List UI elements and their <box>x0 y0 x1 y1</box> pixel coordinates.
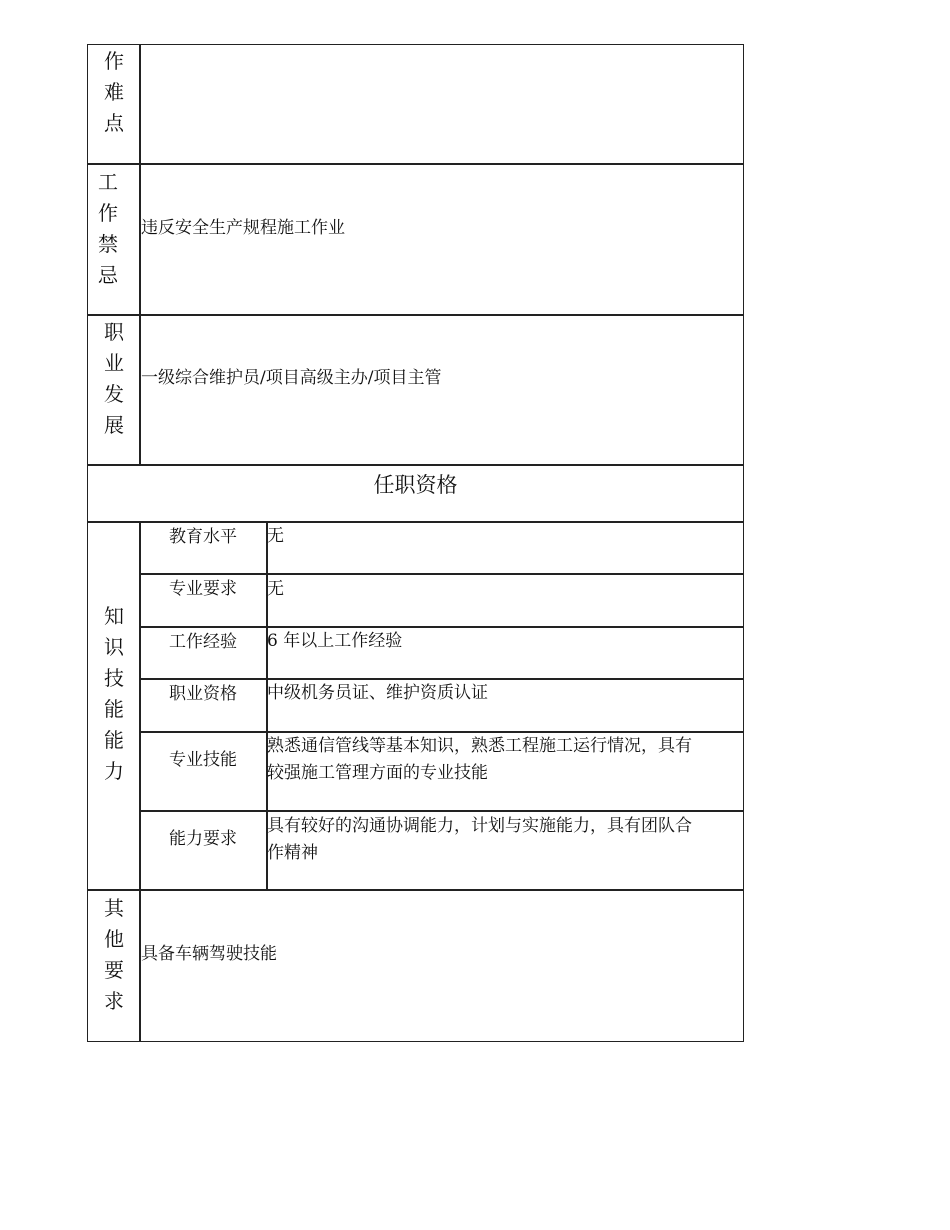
certification-value: 中级机务员证、维护资质认证 <box>267 683 488 703</box>
sub-row-divider <box>139 626 744 628</box>
row-divider <box>87 314 744 316</box>
major-value: 无 <box>267 579 284 599</box>
row-divider <box>87 521 744 523</box>
education-value: 无 <box>267 526 284 546</box>
education-label: 教育水平 <box>169 527 237 547</box>
experience-label: 工作经验 <box>169 632 237 652</box>
difficulty-label: 作 难 点 <box>104 49 124 135</box>
row-divider <box>87 464 744 466</box>
row-divider <box>87 163 744 165</box>
experience-value: 6 年以上工作经验 <box>267 631 403 651</box>
prohibitions-label: 工 作 禁 忌 <box>98 170 118 287</box>
row-divider <box>87 889 744 891</box>
ability-value: 具有较好的沟通协调能力，计划与实施能力，具有团队合 作精神 <box>267 816 692 863</box>
professional-skills-value: 熟悉通信管线等基本知识，熟悉工程施工运行情况，具有 较强施工管理方面的专业技能 <box>267 736 692 783</box>
qualification-title: 任职资格 <box>373 473 458 497</box>
major-label: 专业要求 <box>169 579 237 599</box>
label-column-divider <box>139 44 141 465</box>
ability-label: 能力要求 <box>169 829 237 849</box>
career-label: 职 业 发 展 <box>104 320 124 437</box>
other-content: 具备车辆驾驶技能 <box>141 944 277 964</box>
sub-row-divider <box>139 810 744 812</box>
professional-skills-label: 专业技能 <box>169 750 237 770</box>
other-label: 其 他 要 求 <box>104 896 124 1013</box>
knowledge-skills-label: 知 识 技 能 能 力 <box>104 604 124 783</box>
prohibitions-content: 违反安全生产规程施工作业 <box>141 218 345 238</box>
certification-label: 职业资格 <box>169 684 237 704</box>
sub-row-divider <box>139 573 744 575</box>
career-content: 一级综合维护员/项目高级主办/项目主管 <box>141 368 442 388</box>
